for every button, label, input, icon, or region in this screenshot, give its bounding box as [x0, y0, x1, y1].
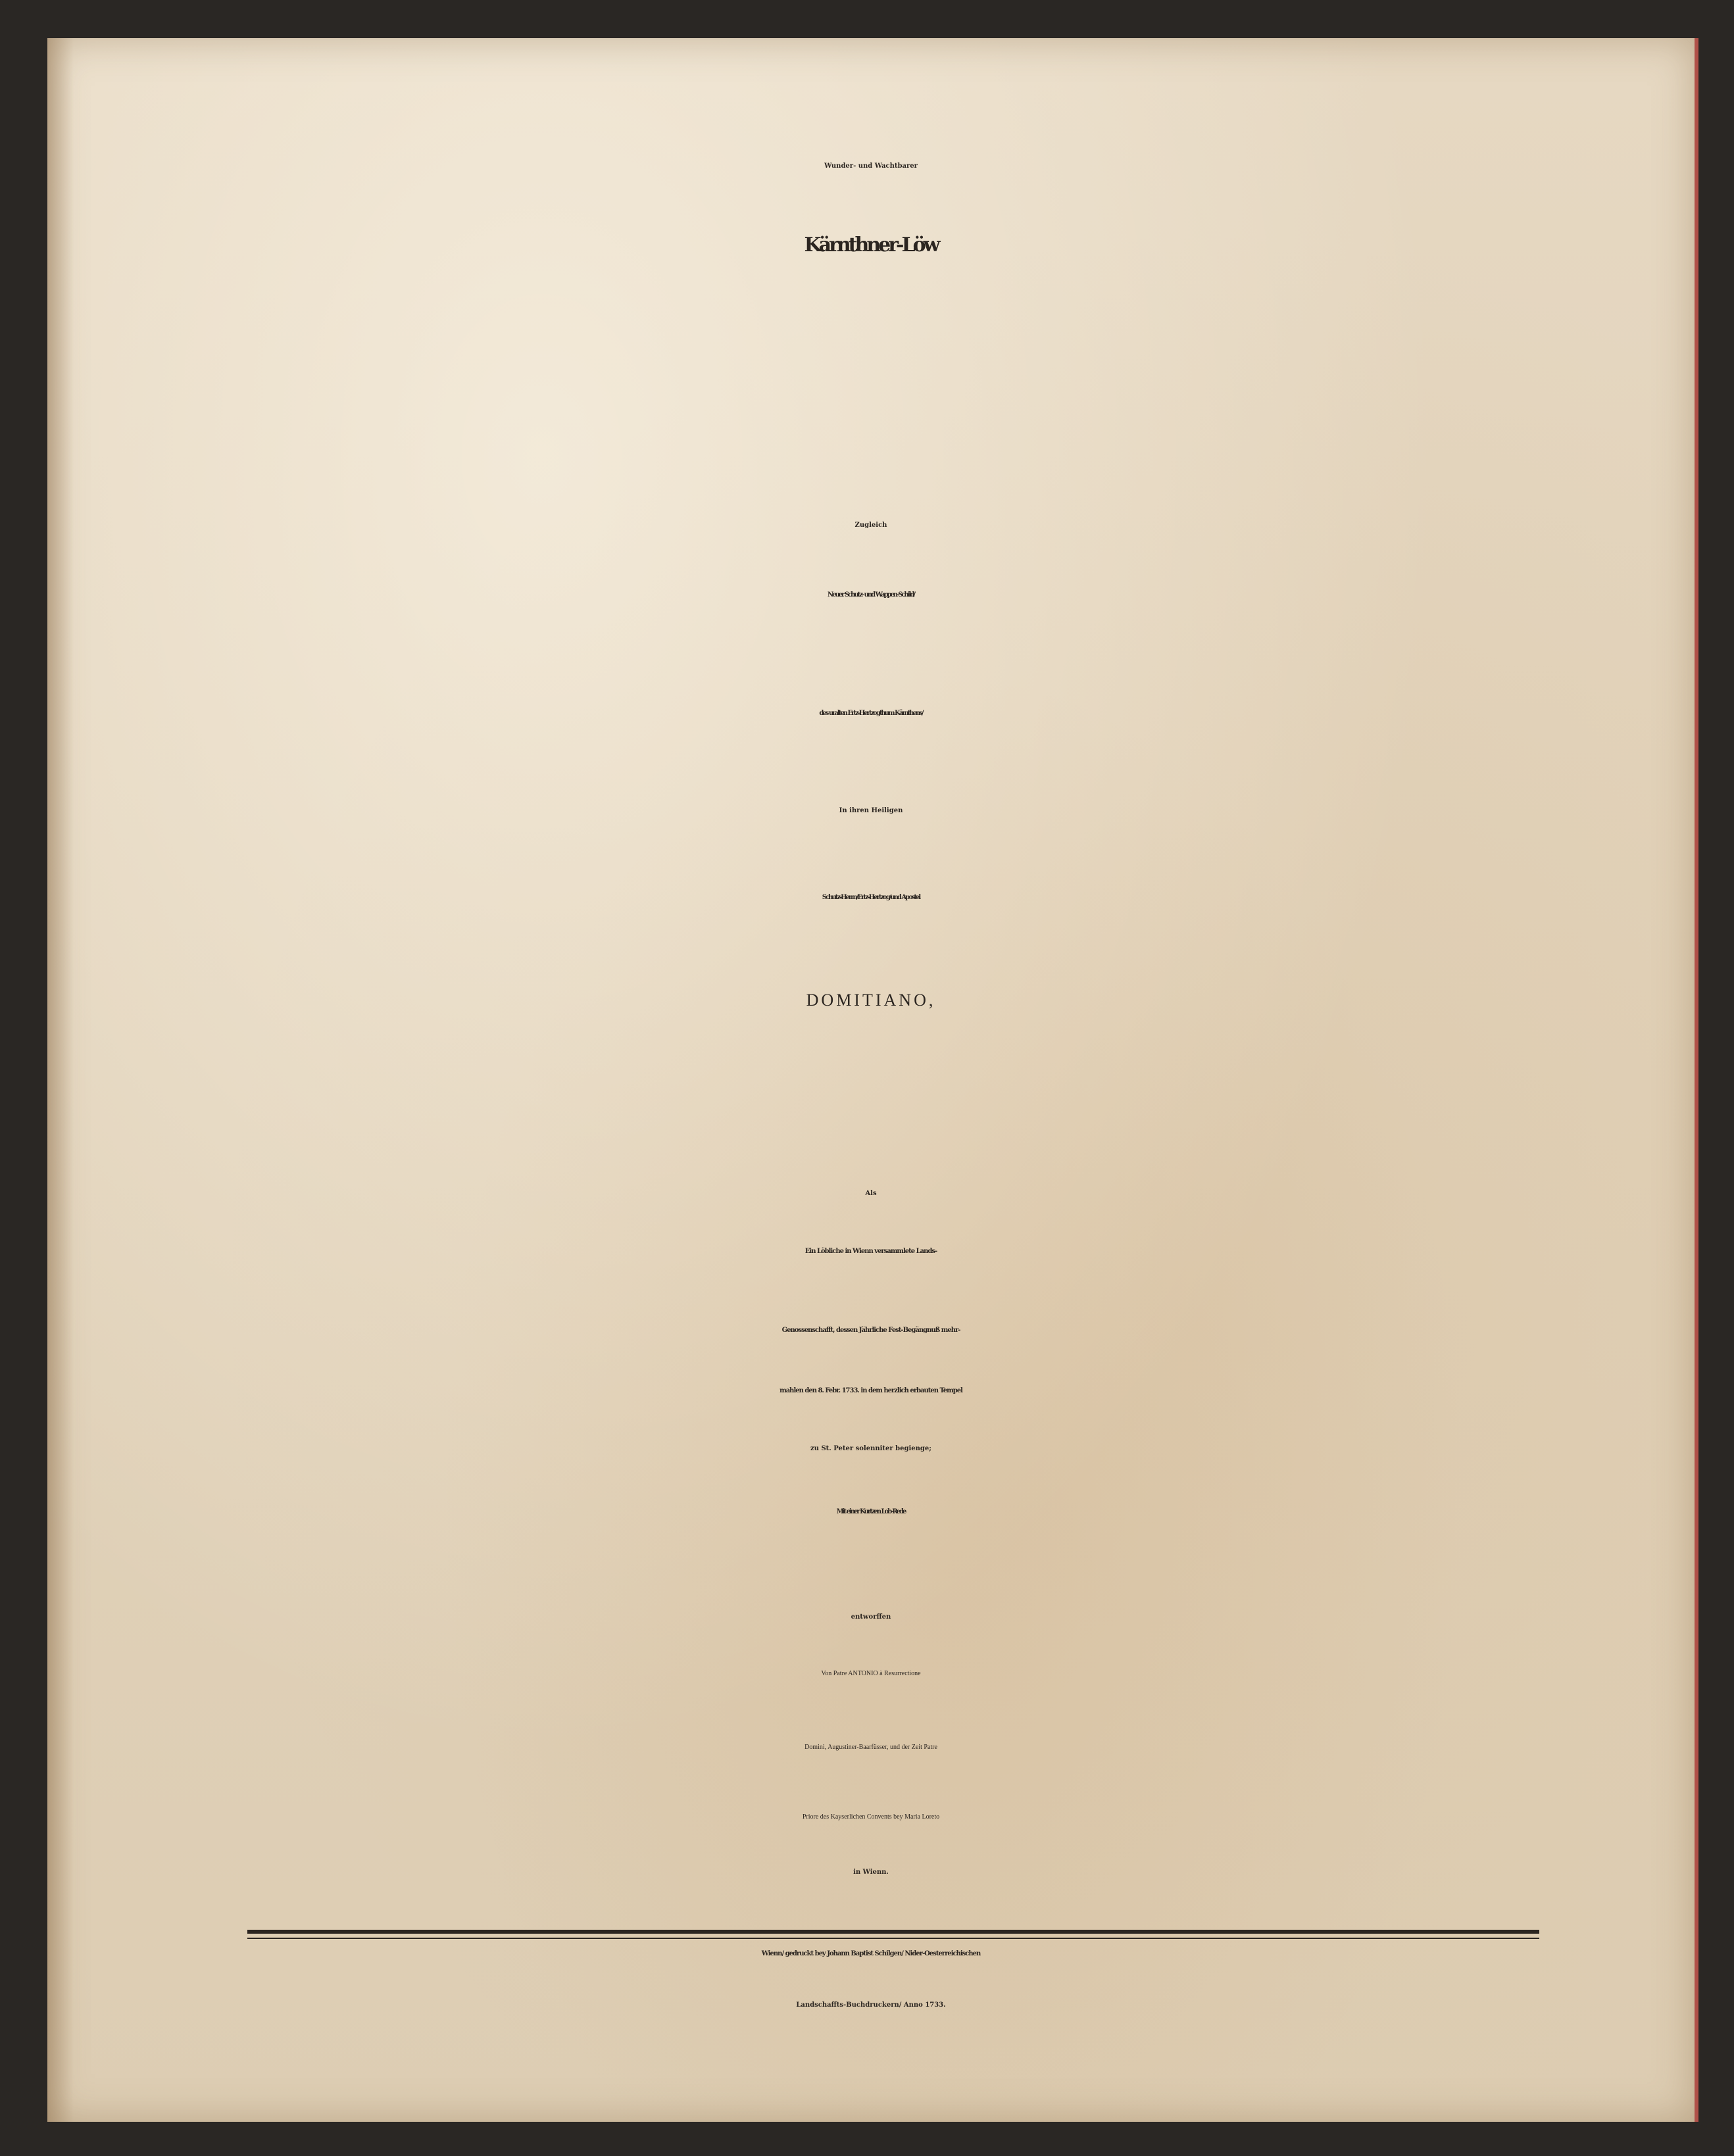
body-line-3: mahlen den 8. Febr. 1733. in dem herzlich erbauten Tempel	[780, 1387, 962, 1394]
sermon-line-1: Mit einer Kurtzen Lob-Rede	[836, 1508, 906, 1515]
title-page	[47, 38, 1698, 2122]
sermon-line-4: Domini, Augustiner-Baarfüsser, und der Zeit Patre	[805, 1744, 937, 1751]
title-line-5: des uralten Ertz-Hertzogthum Kärnthens/	[819, 710, 923, 717]
title-line-3: Zugleich	[855, 522, 887, 529]
sermon-line-6: in Wienn.	[853, 1869, 889, 1876]
body-line-2: Genossenschafft, dessen Jährliche Fest-Begängnuß mehr-	[781, 1327, 960, 1334]
title-line-4: Neuer Schutz- und Wappen-Schild/	[827, 591, 915, 599]
sermon-line-2: entworffen	[851, 1613, 891, 1621]
title-line-2-main: Kärnthner-Löw	[804, 233, 938, 257]
sermon-line-5: Priore des Kayserlichen Convents bey Maria Loreto	[802, 1813, 940, 1821]
title-line-9: Als	[865, 1190, 877, 1197]
sermon-line-3: Von Patre ANTONIO à Resurrectione	[821, 1670, 921, 1677]
imprint-rule-thick	[247, 1930, 1539, 1934]
imprint-line-1: Wienn/ gedruckt bey Johann Baptist Schilgen/ Nider-Oesterreichischen	[761, 1950, 981, 1957]
title-line-1: Wunder- und Wachtbarer	[824, 162, 918, 170]
imprint-rule-thin	[247, 1938, 1539, 1939]
title-line-7: Schutz-Herrn/Ertz-Hertzog/und Apostel	[822, 894, 920, 901]
imprint-line-2: Landschaffts-Buchdruckern/ Anno 1733.	[796, 2001, 946, 2009]
title-line-8-domitiano: DOMITIANO,	[806, 991, 936, 1010]
body-line-1: Ein Löbliche in Wienn versammlete Lands-	[805, 1248, 937, 1255]
title-line-6: In ihren Heiligen	[839, 807, 903, 814]
body-line-4: zu St. Peter solenniter begienge;	[810, 1445, 931, 1452]
